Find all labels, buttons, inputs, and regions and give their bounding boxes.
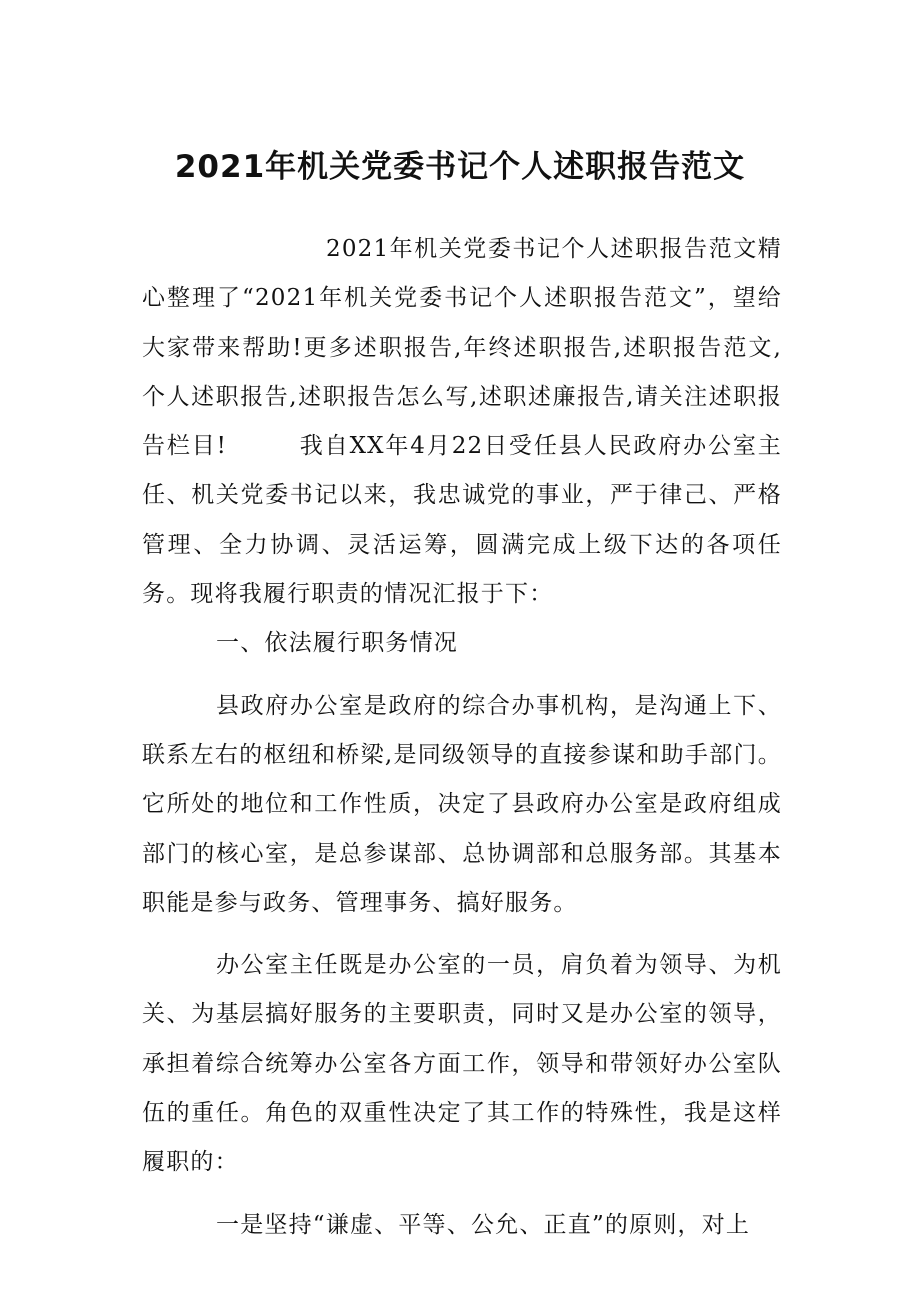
body-paragraph-1: 县政府办公室是政府的综合办事机构，是沟通上下、联系左右的枢纽和桥梁,是同级领导的直接参谋和助手部门。它所处的地位和工作性质，决定了县政府办公室是政府组成部门的核心室，是总参谋部、总协调部和总服务部。其基本职能是参与政务、管理事务、搞好服务。 (142, 692, 782, 916)
document-title: 2021年机关党委书记个人述职报告范文 (174, 149, 746, 185)
section-heading: 一、依法履行职务情况 (216, 630, 458, 657)
body-paragraph-2: 办公室主任既是办公室的一员，肩负着为领导、为机关、为基层搞好服务的主要职责，同时又是办公室的领导，承担着综合统筹办公室各方面工作，领导和带领好办公室队伍的重任。角色的双重性决定了其工作的特殊性，我是这样履职的： (142, 952, 782, 1176)
intro-paragraph (142, 225, 782, 619)
document-body (142, 225, 782, 1250)
body-paragraph-3: 一是坚持“谦虚、平等、公允、正直”的原则，对上 (216, 1211, 751, 1238)
intro-text: 2021年机关党委书记个人述职报告范文精心整理了“2021年机关党委书记个人述职报告范文”，望给大家带来帮助!更多述职报告,年终述职报告,述职报告范文,个人述职报告,述职报告怎么写,述职述廉报告,请关注述职报告栏目! (142, 236, 782, 460)
intro-continuation-text: 我自XX年4月22日受任县人民政府办公室主任、机关党委书记以来，我忠诚党的事业，严于律己、严格管理、全力协调、灵活运筹，圆满完成上级下达的各项任务。现将我履行职责的情况汇报于下： (142, 433, 782, 608)
